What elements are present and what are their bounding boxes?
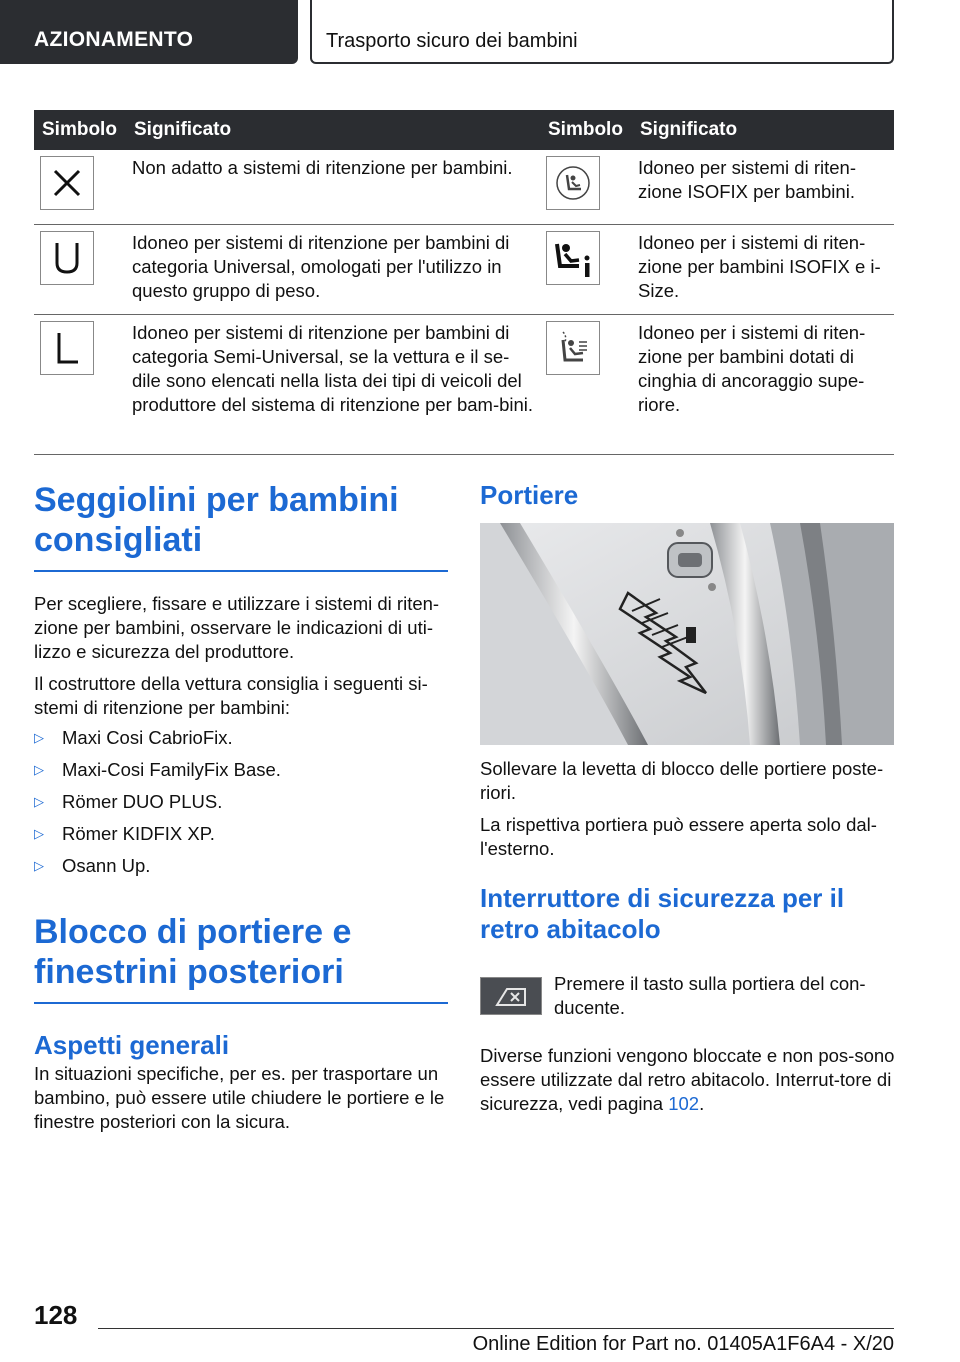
- triangle-bullet-icon: ▷: [34, 826, 44, 841]
- col-header: Simbolo: [540, 110, 632, 150]
- triangle-bullet-icon: ▷: [34, 794, 44, 809]
- top-tether-icon: [546, 321, 600, 375]
- page-number: 128: [34, 1300, 78, 1330]
- col-header: Significato: [126, 110, 540, 150]
- table-row: [34, 314, 894, 454]
- table-cell: Idoneo per sistemi di riten-zione ISOFIX per bambini.: [632, 150, 894, 224]
- topic-title: Trasporto sicuro dei bambini: [326, 30, 578, 52]
- bullet-list: [34, 726, 448, 878]
- subheading-general: Aspetti generali: [34, 1030, 230, 1060]
- table-cell: Idoneo per i sistemi di riten-zione per bambini ISOFIX e i-Size.: [632, 224, 894, 314]
- heading-door-lock: Blocco di portiere e finestrini posteriori: [34, 913, 352, 991]
- rear-lock-button-icon: [480, 977, 542, 1015]
- page-link[interactable]: 102: [668, 1093, 700, 1114]
- isofix-isize-icon: [546, 231, 600, 285]
- section-title: AZIONAMENTO: [34, 28, 194, 51]
- symbol-table: [34, 110, 894, 455]
- table-cell: Idoneo per sistemi di ritenzione per bambini di categoria Semi-Universal, se la vettura e il se-dile sono elencati nella lista dei tipi di veicoli del produttore del sistema di ritenzione per bam-bini.: [126, 314, 540, 454]
- subheading-rear-safety-switch: Interruttore di sicurezza per il retro abitacolo: [480, 883, 845, 944]
- triangle-bullet-icon: ▷: [34, 858, 44, 873]
- paragraph: In situazioni specifiche, per es. per trasportare un bambino, può essere utile chiudere le portiere e le finestre posteriori con la sicura.: [34, 1063, 445, 1132]
- list-item: ▷ Maxi Cosi CabrioFix.: [34, 727, 233, 748]
- paragraph: Sollevare la levetta di blocco delle portiere poste-riori.: [480, 758, 884, 803]
- left-column: [34, 480, 448, 1134]
- table-header-row: [34, 110, 894, 150]
- paragraph: Diverse funzioni vengono bloccate e non pos-sono essere utilizzate dal retro abitacolo. Interrut-tore di sicurezza, vedi pagina 102.: [480, 1045, 895, 1114]
- x-cross-icon: [40, 156, 94, 210]
- paragraph: Per scegliere, fissare e utilizzare i sistemi di riten-zione per bambini, osservare le indicazioni di uti-lizzo e sicurezza del produttore.: [34, 593, 440, 662]
- door-lock-photo: [480, 523, 894, 745]
- heading-doors: Portiere: [480, 480, 579, 510]
- table-cell: Idoneo per i sistemi di riten-zione per bambini dotati di cinghia di ancoraggio supe-riore.: [632, 314, 894, 454]
- letter-l-icon: [40, 321, 94, 375]
- table-cell: Idoneo per sistemi di ritenzione per bambini di categoria Universal, omologati per l'utilizzo in questo gruppo di peso.: [126, 224, 540, 314]
- footer-edition: Online Edition for Part no. 01405A1F6A4 - X/20: [472, 1333, 894, 1355]
- paragraph: La rispettiva portiera può essere aperta solo dal-l'esterno.: [480, 814, 877, 859]
- right-column: [480, 757, 898, 945]
- footer-rule: [98, 1328, 894, 1329]
- list-item: ▷ Osann Up.: [34, 855, 151, 876]
- col-header: Significato: [632, 110, 894, 150]
- paragraph: Premere il tasto sulla portiera del con-ducente.: [554, 973, 866, 1018]
- paragraph: Il costruttore della vettura consiglia i seguenti si-stemi di ritenzione per bambini:: [34, 673, 428, 718]
- heading-recommended-seats: Seggiolini per bambini consigliati: [34, 481, 399, 559]
- table-cell: Non adatto a sistemi di ritenzione per bambini.: [126, 150, 540, 224]
- heading-rule: [34, 1002, 448, 1004]
- heading-rule: [34, 570, 448, 572]
- table-row: [34, 150, 894, 224]
- table-row: [34, 224, 894, 314]
- isofix-seat-icon: [546, 156, 600, 210]
- triangle-bullet-icon: ▷: [34, 730, 44, 745]
- letter-u-icon: [40, 231, 94, 285]
- col-header: Simbolo: [34, 110, 126, 150]
- list-item: ▷ Römer KIDFIX XP.: [34, 823, 215, 844]
- triangle-bullet-icon: ▷: [34, 762, 44, 777]
- list-item: ▷ Römer DUO PLUS.: [34, 791, 223, 812]
- list-item: ▷ Maxi-Cosi FamilyFix Base.: [34, 759, 281, 780]
